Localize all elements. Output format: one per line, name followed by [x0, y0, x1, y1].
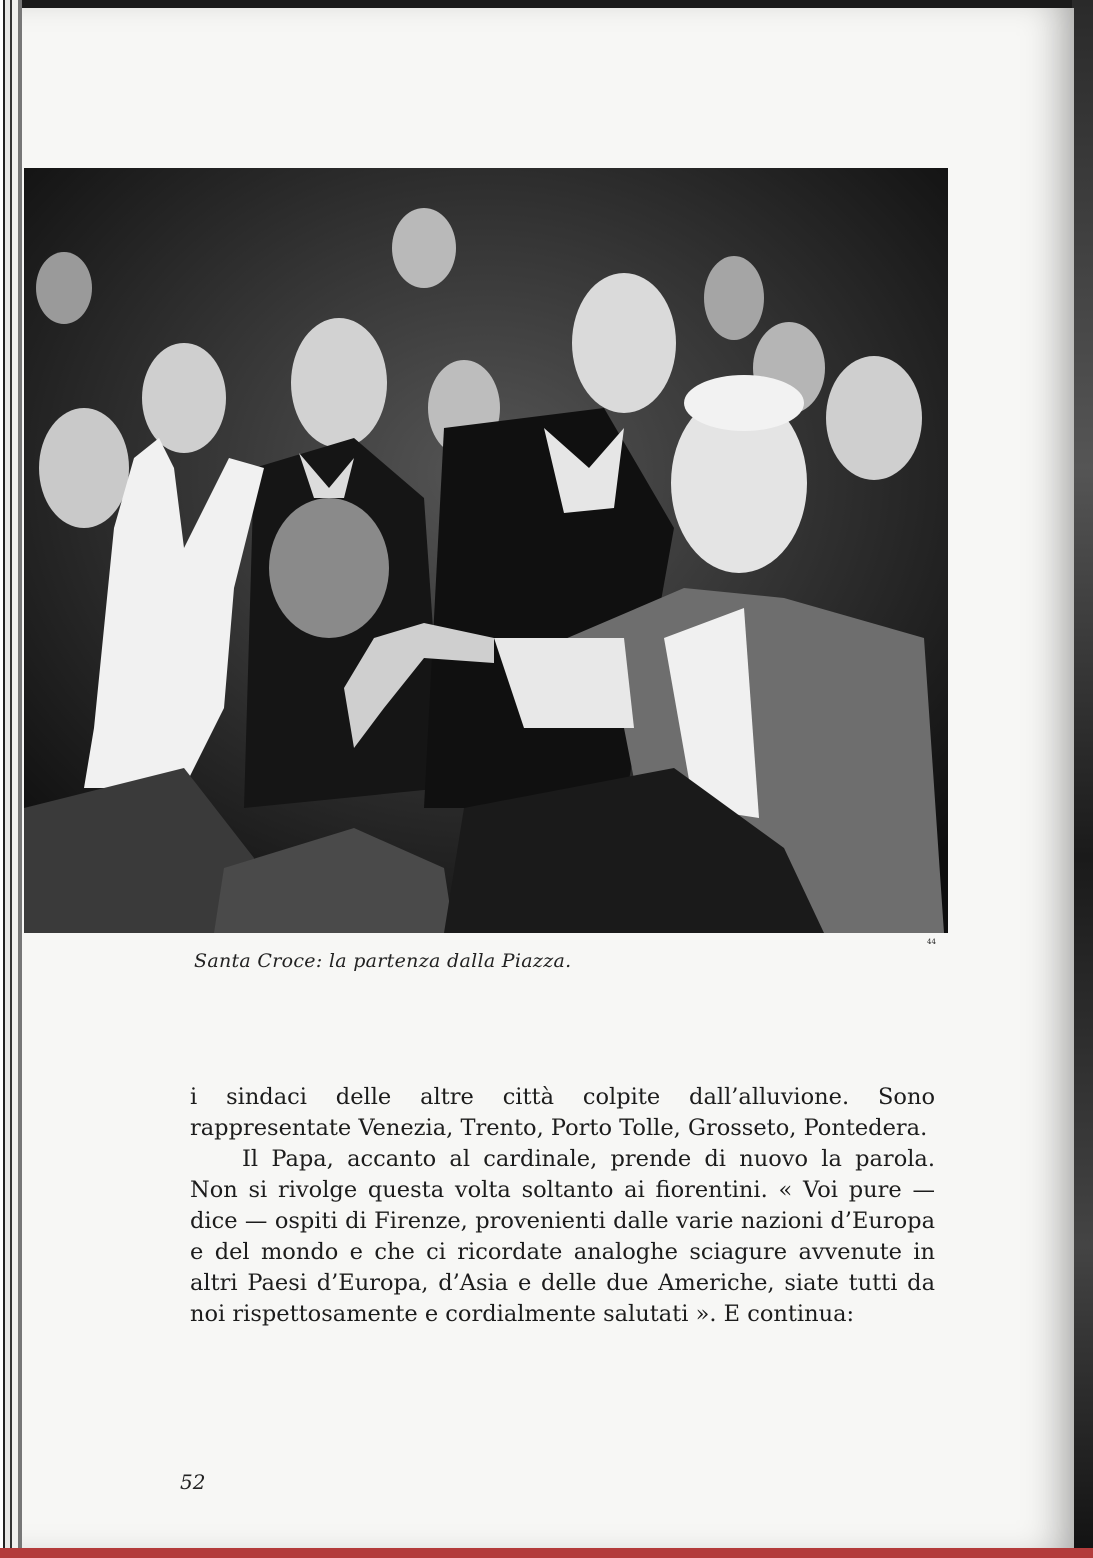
photograph: [24, 168, 948, 933]
bottom-edge-strip: [0, 1548, 1093, 1558]
book-binding-left: [0, 0, 22, 1558]
body-text: [190, 1082, 935, 1330]
paragraph: i sindaci delle altre città colpite dall’alluvione. Sono rappresentate Venezia, Trento, Porto Tolle, Grosseto, Pontedera.: [190, 1084, 935, 1141]
photo-caption: Santa Croce: la partenza dalla Piazza.: [194, 950, 572, 972]
photograph-image: [24, 168, 948, 933]
plate-number: 44: [927, 938, 936, 946]
adjacent-page-edge: [1072, 0, 1093, 1558]
page-number: 52: [180, 1470, 206, 1494]
paragraph: Il Papa, accanto al cardinale, prende di nuovo la parola. Non si rivolge questa volta soltanto ai fiorentini. « Voi pure — dice — ospiti di Firenze, provenienti dalle varie nazioni d’Europa e del mondo e che ci ricordate analoghe sciagure avvenute in altri Paesi d’Europa, d’Asia e delle due Americhe, siate tutti da noi rispettosamente e cordialmente salutati ». E continua:: [190, 1146, 935, 1327]
